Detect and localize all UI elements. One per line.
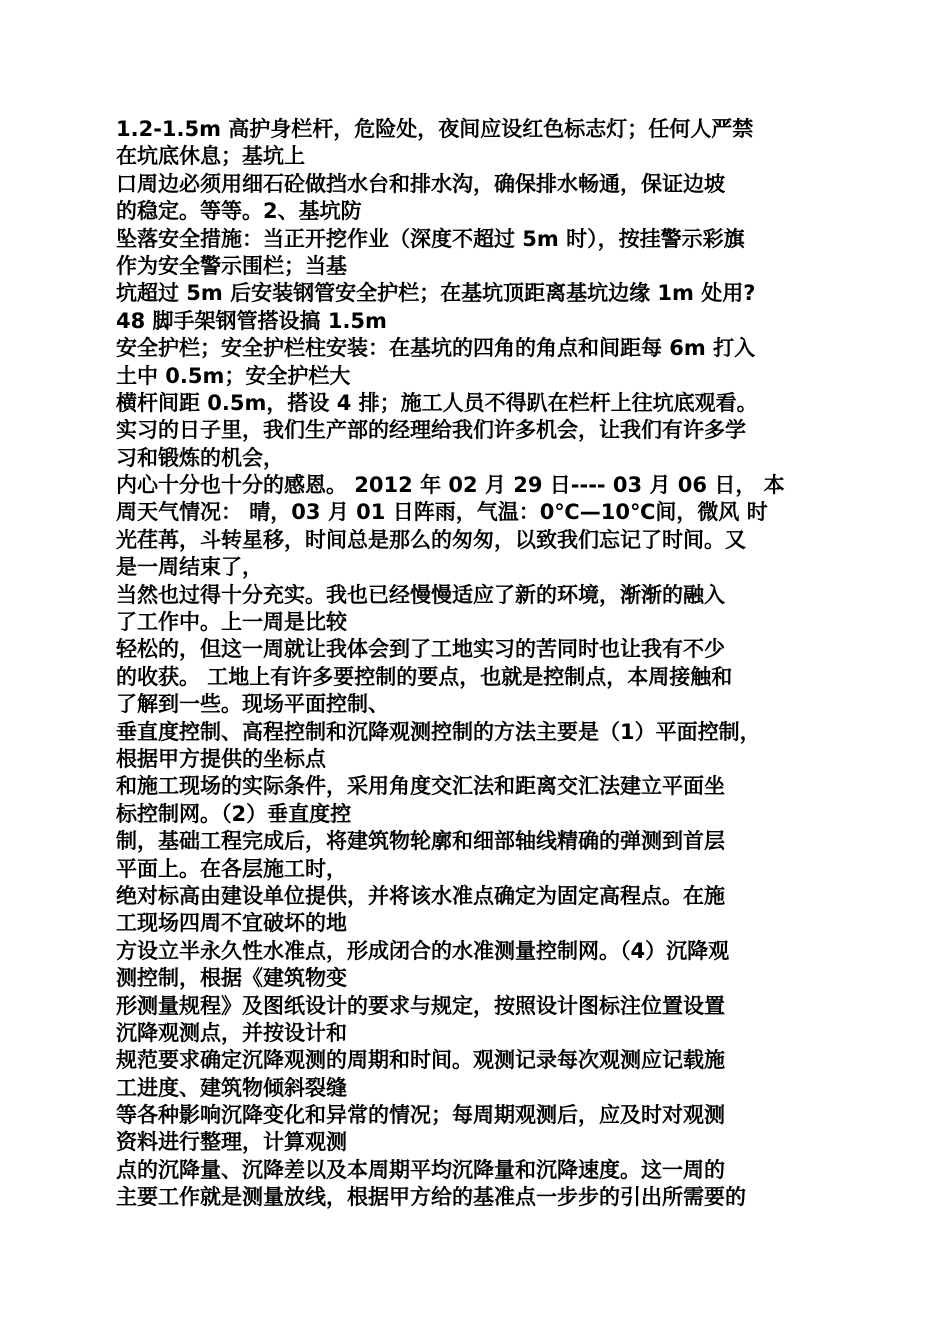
text-line: 习和锻炼的机会， — [116, 445, 284, 470]
text-line: 是一周结束了， — [116, 555, 263, 580]
text-line: 了工作中。上一周是比较 — [116, 610, 347, 635]
text-line: 当然也过得十分充实。我也已经慢慢适应了新的环境，渐渐的融入 — [116, 582, 725, 607]
text-line: 根据甲方提供的坐标点 — [116, 746, 326, 771]
text-line: 的收获。 工地上有许多要控制的要点，也就是控制点，本周接触和 — [116, 664, 733, 689]
text-line: 作为安全警示围栏；当基 — [116, 253, 347, 278]
text-line: 1.2-1.5m 高护身栏杆，危险处，夜间应设红色标志灯；任何人严禁 — [116, 117, 754, 141]
text-line: 的稳定。等等。2、基坑防 — [116, 199, 362, 224]
text-line: 内心十分也十分的感恩。 2012 年 02 月 29 日---- 03 月 06 日， 本 — [116, 473, 785, 498]
text-line: 了解到一些。现场平面控制、 — [116, 692, 389, 717]
text-line: 周天气情况： 晴，03 月 01 日阵雨，气温：0℃—10℃间，微风 时 — [116, 500, 768, 525]
text-line: 口周边必须用细石砼做挡水台和排水沟，确保排水畅通，保证边坡 — [116, 171, 725, 196]
text-line: 轻松的，但这一周就让我体会到了工地实习的苦同时也让我有不少 — [116, 637, 725, 662]
text-line: 垂直度控制、高程控制和沉降观测控制的方法主要是（1）平面控制， — [116, 719, 761, 744]
text-line: 标控制网。（2）垂直度控 — [116, 801, 352, 826]
text-line: 和施工现场的实际条件，采用角度交汇法和距离交汇法建立平面坐 — [116, 774, 725, 799]
text-line: 工进度、建筑物倾斜裂缝 — [116, 1075, 347, 1100]
text-line: 等各种影响沉降变化和异常的情况；每周期观测后，应及时对观测 — [116, 1103, 725, 1128]
text-line: 坠落安全措施：当正开挖作业（深度不超过 5m 时），按挂警示彩旗 — [116, 226, 745, 251]
text-line: 资料进行整理，计算观测 — [116, 1130, 347, 1155]
text-line: 土中 0.5m；安全护栏大 — [116, 363, 351, 388]
text-line: 点的沉降量、沉降差以及本周期平均沉降量和沉降速度。这一周的 — [116, 1157, 725, 1182]
text-line: 在坑底休息；基坑上 — [116, 144, 305, 169]
body-text — [116, 116, 846, 1212]
text-line: 形测量规程》及图纸设计的要求与规定，按照设计图标注位置设置 — [116, 993, 725, 1018]
text-line: 方设立半永久性水准点，形成闭合的水准测量控制网。（4）沉降观 — [116, 938, 730, 963]
text-line: 实习的日子里，我们生产部的经理给我们许多机会，让我们有许多学 — [116, 418, 746, 443]
text-line: 安全护栏；安全护栏柱安装：在基坑的四角的角点和间距每 6m 打入 — [116, 336, 756, 361]
text-line: 工现场四周不宜破坏的地 — [116, 911, 347, 936]
text-line: 规范要求确定沉降观测的周期和时间。观测记录每次观测应记载施 — [116, 1048, 725, 1073]
text-line: 沉降观测点，并按设计和 — [116, 1020, 347, 1045]
text-line: 平面上。在各层施工时， — [116, 856, 347, 881]
text-line: 光荏苒，斗转星移，时间总是那么的匆匆，以致我们忘记了时间。又 — [116, 527, 746, 552]
text-line: 测控制，根据《建筑物变 — [116, 966, 347, 991]
text-line: 制，基础工程完成后，将建筑物轮廓和细部轴线精确的弹测到首层 — [116, 829, 725, 854]
text-line: 坑超过 5m 后安装钢管安全护栏；在基坑顶距离基坑边缘 1m 处用? — [116, 281, 756, 306]
text-line: 横杆间距 0.5m，搭设 4 排；施工人员不得趴在栏杆上往坑底观看。 — [116, 390, 758, 415]
text-line: 主要工作就是测量放线，根据甲方给的基准点一步步的引出所需要的 — [116, 1185, 746, 1210]
text-line: 绝对标高由建设单位提供，并将该水准点确定为固定高程点。在施 — [116, 883, 725, 908]
text-line: 48 脚手架钢管搭设搞 1.5m — [116, 308, 387, 333]
